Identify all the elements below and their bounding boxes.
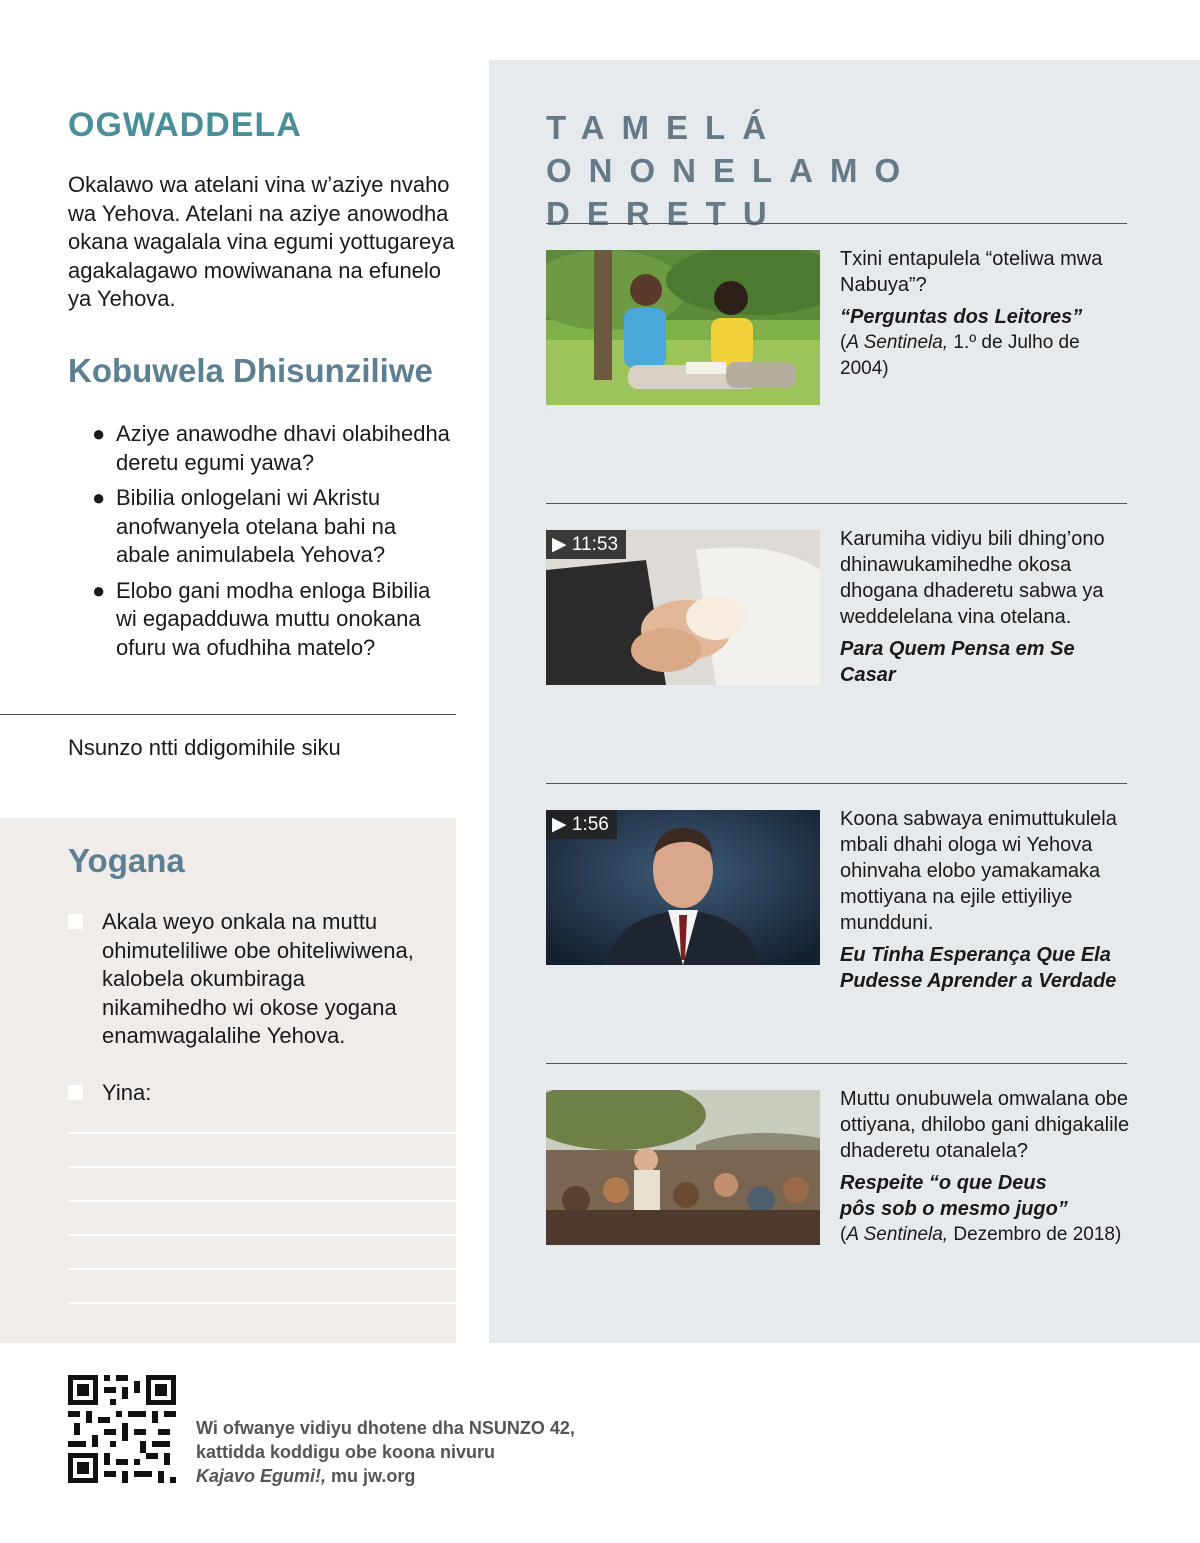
article-prompt: Muttu onubuwela omwalana obe ottiyana, dhilobo gani dhigakalile dhaderetu otanalela?	[840, 1088, 1130, 1162]
goal-write-line[interactable]	[68, 1200, 456, 1202]
date-completed-line: Nsunzo ntti ddigomihile siku	[68, 735, 341, 760]
bullet-icon: ●	[92, 421, 106, 446]
explore-heading: TAMELÁ ONONELAMO DERETU	[546, 109, 918, 232]
article-prompt: Txini entapulela “oteliwa mwa Nabuya”?	[840, 248, 1103, 296]
video-title[interactable]: Eu Tinha Esperança Que Ela Pudesse Aprender a Verdade	[840, 944, 1117, 992]
divider	[546, 503, 1127, 504]
article-thumbnail[interactable]	[546, 250, 820, 405]
bullet-icon: ●	[92, 577, 106, 603]
video-duration: ▶ 11:53	[546, 530, 626, 559]
review-question-3: Elobo gani modha enloga Bibilia wi egapadduwa muttu onokana ofuru wa ofudhiha matelo?	[116, 577, 431, 660]
divider	[546, 783, 1127, 784]
list-item	[92, 420, 454, 477]
goal-write-line[interactable]	[68, 1132, 456, 1134]
list-item	[92, 484, 454, 570]
summary-text: Okalawo wa atelani vina w’aziye nvaho wa Yehova. Atelani na aziye anowodha okana wagalala vina egumi yottugareya agakalagawo mowiwanana na efunelo ya Yehova.	[68, 172, 455, 311]
divider	[0, 714, 456, 715]
footer-text: Wi ofwanye vidiyu dhotene dha NSUNZO 42, kattidda koddigu obe koona nivuru Kajavo Egumi!, mu jw.org	[196, 1418, 575, 1486]
goal-write-line[interactable]	[68, 1302, 456, 1304]
review-heading: Kobuwela Dhisunziliwe	[68, 352, 433, 389]
goal-option-1	[68, 908, 428, 1051]
article-source: (A Sentinela, Dezembro de 2018)	[840, 1224, 1122, 1245]
review-list	[92, 420, 454, 669]
video-prompt: Koona sabwaya enimuttukulela mbali dhahi ologa wi Yehova ohinvaha elobo yamakamaka mottiyana na ejile ettiyiliye mundduni.	[840, 808, 1117, 934]
article-thumbnail[interactable]	[546, 1090, 820, 1245]
video-thumbnail[interactable]	[546, 810, 820, 965]
review-question-1: Aziye anawodhe dhavi olabihedha deretu egumi yawa?	[116, 421, 450, 475]
goal-write-line[interactable]	[68, 1166, 456, 1168]
article-info	[840, 246, 1132, 382]
divider	[546, 223, 1127, 224]
list-item	[92, 577, 454, 663]
article-info	[840, 1086, 1132, 1248]
article-title[interactable]: “Perguntas dos Leitores”	[840, 306, 1083, 328]
video-title[interactable]: Para Quem Pensa em Se Casar	[840, 638, 1075, 686]
video-thumbnail[interactable]	[546, 530, 820, 685]
review-question-2: Bibilia onlogelani wi Akristu anofwanyela otelana bahi na abale animulabela Yehova?	[116, 485, 397, 567]
goal-write-line[interactable]	[68, 1234, 456, 1236]
video-info	[840, 806, 1132, 994]
goal-other-checkbox[interactable]	[68, 1085, 83, 1100]
goal-other-label: Yina:	[102, 1080, 152, 1105]
article-title[interactable]: Respeite “o que Deus pôs sob o mesmo jugo”	[840, 1172, 1068, 1220]
video-duration: ▶ 1:56	[546, 810, 617, 839]
goal-checkbox[interactable]	[68, 914, 83, 929]
video-prompt: Karumiha vidiyu bili dhing’ono dhinawukamihedhe okosa dhogana dhaderetu sabwa ya weddelelana vina otelana.	[840, 528, 1105, 628]
goal-option-other	[68, 1079, 428, 1108]
goal-heading: Yogana	[68, 842, 185, 879]
divider	[546, 1063, 1127, 1064]
summary-heading: OGWADDELA	[68, 106, 302, 144]
goal-write-line[interactable]	[68, 1268, 456, 1270]
bullet-icon: ●	[92, 485, 106, 510]
goal-option-text: Akala weyo onkala na muttu ohimuteliliwe obe ohiteliwiwena, kalobela okumbiraga nikamihedho wi okose yogana enamwagalalihe Yehova.	[102, 909, 414, 1048]
qr-code-icon[interactable]	[68, 1375, 176, 1483]
video-info	[840, 526, 1132, 688]
article-source: (A Sentinela, 1.º de Julho de 2004)	[840, 332, 1080, 379]
